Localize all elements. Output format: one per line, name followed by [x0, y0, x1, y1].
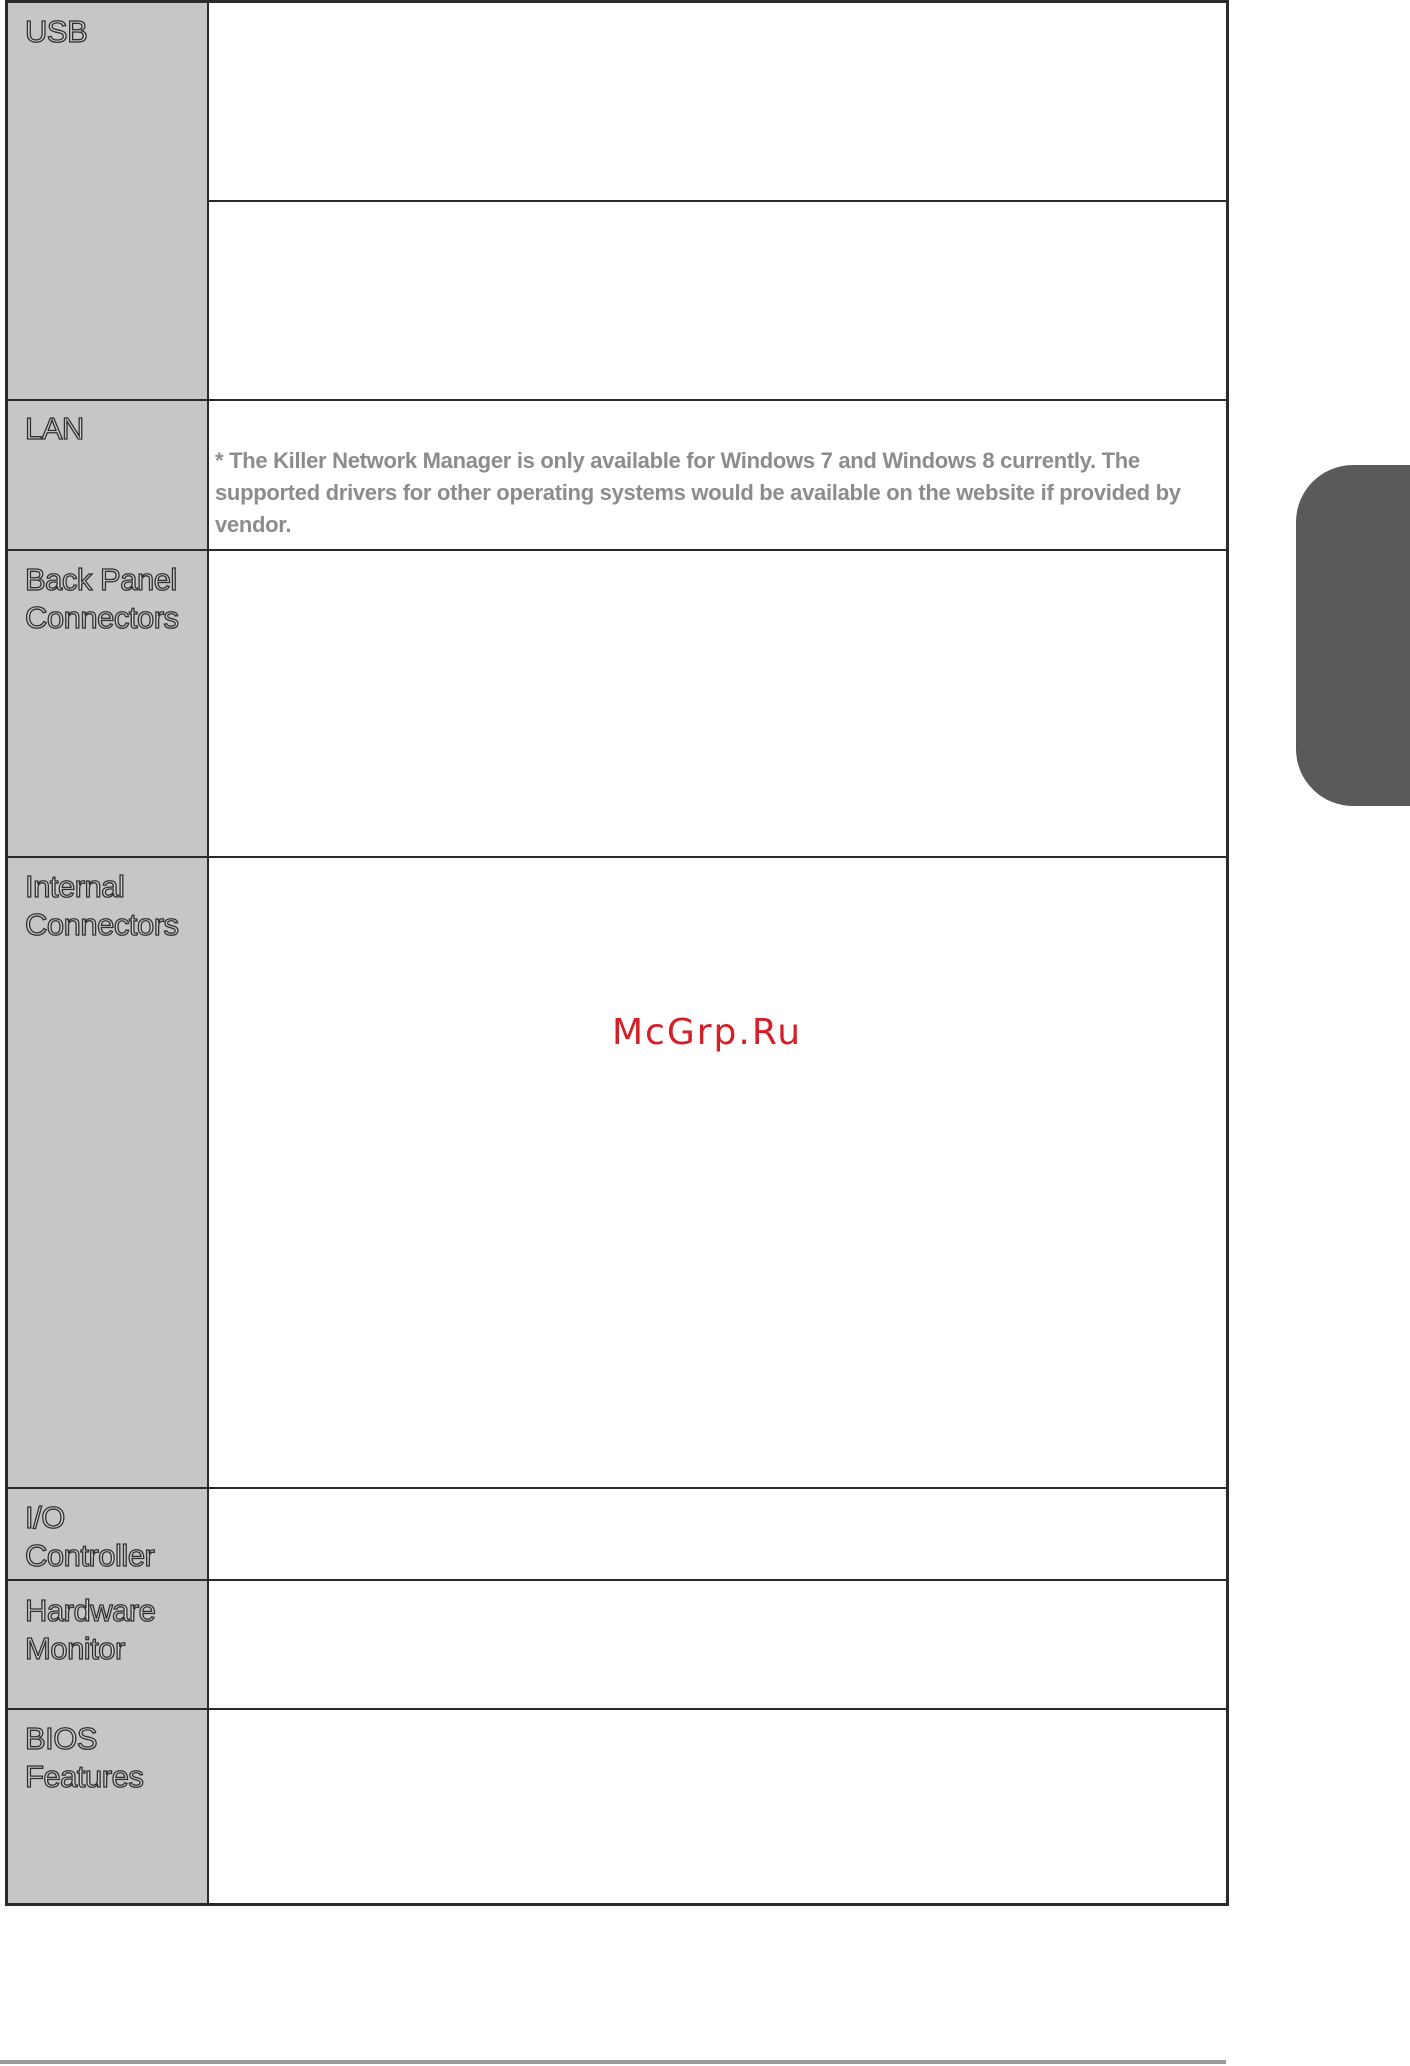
row-label-usb: USB — [25, 14, 88, 49]
row-label-internal-connectors: Internal Connectors — [25, 869, 179, 942]
row-label-io-controller: I/O Controller — [25, 1500, 155, 1573]
row-divider — [8, 1487, 1226, 1489]
row-label-back-panel-connectors: Back Panel Connectors — [25, 562, 179, 635]
row-label-bios-features: BIOS Features — [25, 1721, 144, 1794]
bottom-rule — [0, 2060, 1226, 2064]
lan-footnote: * The Killer Network Manager is only available for Windows 7 and Windows 8 currently. The supported drivers for other operating systems would be available on the website if provided by vendor. — [215, 448, 1181, 537]
row-divider — [8, 399, 1226, 401]
row-label-lan: LAN — [25, 411, 84, 446]
watermark-text: McGrp.Ru — [612, 1012, 803, 1053]
row-divider — [8, 1708, 1226, 1710]
usb-subrow-divider — [209, 200, 1226, 202]
row-divider — [8, 1579, 1226, 1581]
row-divider — [8, 549, 1226, 551]
row-divider — [8, 856, 1226, 858]
specification-table — [5, 0, 1229, 1906]
row-label-hardware-monitor: Hardware Monitor — [25, 1593, 156, 1666]
chapter-side-tab — [1296, 465, 1410, 806]
